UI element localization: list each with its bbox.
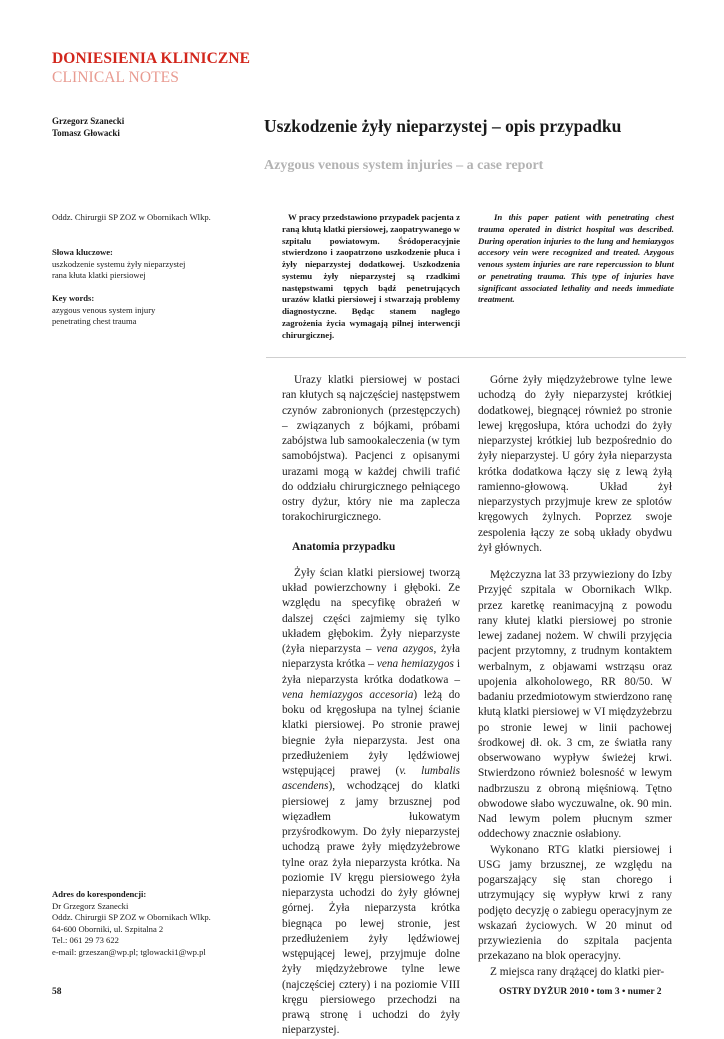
correspondence-line: Oddz. Chirurgii SP ZOZ w Obornikach Wlkp.	[52, 912, 211, 922]
body-paragraph: Górne żyły międzyżebrowe tylne lewe uchodzą do żyły nieparzystej krótkiej dodatkowej, biegnącej również po stronie lewej kręgosłupa, która uchodzi do żyły nieparzystej krótkiej lub bezpośrednio do żyły nieparzystej. U góry żyła nieparzysta krótka dodatkowa łączy się z lewą żyłą ramienno-głowową. Układ żył nieparzystych przyjmuje krew ze splotów kręgowych żylnych. Poprzez swoje zespolenia łączy ze sobą układy obydwu żył głównych.	[478, 374, 672, 554]
article-subtitle: Azygous venous system injuries – a case report	[264, 158, 544, 173]
body-paragraph: Z miejsca rany drążącej do klatki pier-	[490, 965, 665, 978]
body-paragraph: Wykonano RTG klatki piersiowej i USG jamy brzusznej, ze względu na pogarszający się stan chorego i utrzymujący się wypływ krwi z rany podjęto decyzję o zabiegu operacyjnym ze wskazań życiowych. W 20 minut od przywiezienia do szpitala pacjenta przekazano na blok operacyjny.	[478, 843, 672, 963]
author-list	[52, 115, 124, 139]
body-paragraph: Mężczyzna lat 33 przywieziony do Izby Przyjęć szpitala w Obornikach Wlkp. przez karetkę reanimacyjną z powodu rany kłutej klatki piersiowej po stronie lewej zadanej nożem. W chwili przyjęcia pacjent przytomny, z trudnym kontaktem werbalnym, z objawami wstrząsu oraz upojenia alkoholowego, RR 80/50. W badaniu przedmiotowym stwierdzono ranę kłutą klatki piersiowej w VI międzyżebrzu po stronie lewej w linii pachowej środkowej dł. ok. 3 cm, ze światła rany obserwowano wypływ świeżej krwi. Stwierdzono również bolesność w lewym nadbrzuszu z obroną mięśniową. Tętno obwodowe słabo wyczuwalne, ok. 90 min. Nad lewym polem płucnym szmer oddechowy znacznie osłabiony.	[478, 569, 672, 841]
keyword-item: azygous venous system injury	[52, 304, 156, 315]
affiliation: Oddz. Chirurgii SP ZOZ w Obornikach Wlkp.	[52, 212, 211, 222]
body-paragraph: Żyły ścian klatki piersiowej tworzą układ powierzchowny i głęboki. Ze względu na specyfikę obrażeń w dalszej części zajmiemy się tylko układem głębokim. Żyły nieparzyste (żyła nieparzysta – vena azygos, żyła nieparzysta krótka – vena hemiazygos i żyła nieparzysta krótka dodatkowa – vena hemiazygos accesoria) leżą do boku od kręgosłupa na tylnej ścianie klatki piersiowej. Po stronie prawej biegnie żyła nieparzysta. Jest ona przedłużeniem żyły lędźwiowej wstępującej prawej (v. lumbalis ascendens), wchodzącej do klatki piersiowej z jamy brzusznej pod więzadłem łukowatym przyśrodkowym. Do żyły nieparzystej uchodzą prawe żyły międzyżebrowe tylne oraz żyła nieparzysta krótka. Na poziomie IV kręgu piersiowego żyła nieparzysta uchodzi do żyły głównej górnej. Żyła nieparzysta krótka biegnąca po lewej stronie, jest przedłużeniem żyły lędźwiowej wstępującej lewej, przyjmuje dolne żyły międzyżebrowe tylne lewe (najczęściej cztery) i na poziomie VIII kręgu piersiowego przechodzi na prawą stronę i uchodzi do żyły nieparzystej.	[282, 566, 460, 1037]
abstract-divider	[266, 357, 686, 358]
keywords-pl	[52, 247, 252, 282]
keyword-item: rana kłuta klatki piersiowej	[52, 270, 146, 280]
author-name: Grzegorz Szanecki	[52, 116, 125, 126]
correspondence-line: 64-600 Oborniki, ul. Szpitalna 2	[52, 923, 164, 934]
keyword-item: penetrating chest trauma	[52, 316, 137, 326]
author-name: Tomasz Głowacki	[52, 128, 120, 138]
article-title: Uszkodzenie żyły nieparzystej – opis przypadku	[264, 116, 622, 136]
correspondence-block	[52, 889, 262, 958]
section-title-en: CLINICAL NOTES	[52, 69, 179, 86]
correspondence-email: e-mail: grzeszan@wp.pl; tglowacki1@wp.pl	[52, 946, 206, 957]
body-paragraph: Urazy klatki piersiowej w postaci ran kłutych są najczęściej następstwem czynów zabronionych (przestępczych) – związanych z bójkami, próbami zabójstwa lub samookaleczenia (w tym samobójstwa). Pacjenci z opisanymi urazami mogą w każdej chwili trafić do oddziału chirurgicznego pełniącego ostry dyżur, który nie ma zaplecza torakochirurgicznego.	[282, 374, 460, 524]
keyword-item: uszkodzenie systemu żyły nieparzystej	[52, 258, 186, 269]
body-column-left	[282, 373, 460, 1039]
journal-footer: OSTRY DYŻUR 2010 • tom 3 • numer 2	[499, 987, 662, 997]
keywords-en	[52, 293, 252, 328]
section-title-pl: DONIESIENIA KLINICZNE	[52, 50, 251, 67]
correspondence-label: Adres do korespondencji:	[52, 889, 147, 899]
abstract-pl: W pracy przedstawiono przypadek pacjenta z raną kłutą klatki piersiowej, zaopatrywanego w szpitalu powiatowym. Śródoperacyjnie stwierdzono i zaopatrzono uszkodzenie płuca i żyły nieparzystej dodatkowej. Uszkodzenia systemu żyły nieparzystej są rzadkimi następstwami tępych bądź penetrujących urazów klatki piersiowej i stwarzają problemy diagnostyczne. Będąc stanem nagłego zagrożenia życia wymagają pilnej interwencji chirurgicznej.	[282, 212, 460, 340]
page-number: 58	[52, 987, 62, 997]
keywords-en-label: Key words:	[52, 293, 95, 303]
section-heading: Anatomia przypadku	[292, 540, 396, 553]
body-column-right	[478, 373, 672, 980]
abstract-en: In this paper patient with penetrating chest trauma operated in district hospital was described. During operation injuries to the lung and hemiazygos accesory vein were recognized and treated. Azygous venous system injuries are rare repercussion to blunt or penetrating trauma. This type of injuries have significant associated lethality and needs immediate treatment.	[478, 212, 674, 305]
keywords-pl-label: Słowa kluczowe:	[52, 247, 113, 257]
correspondence-line: Tel.: 061 29 73 622	[52, 935, 119, 945]
correspondence-line: Dr Grzegorz Szanecki	[52, 900, 129, 911]
